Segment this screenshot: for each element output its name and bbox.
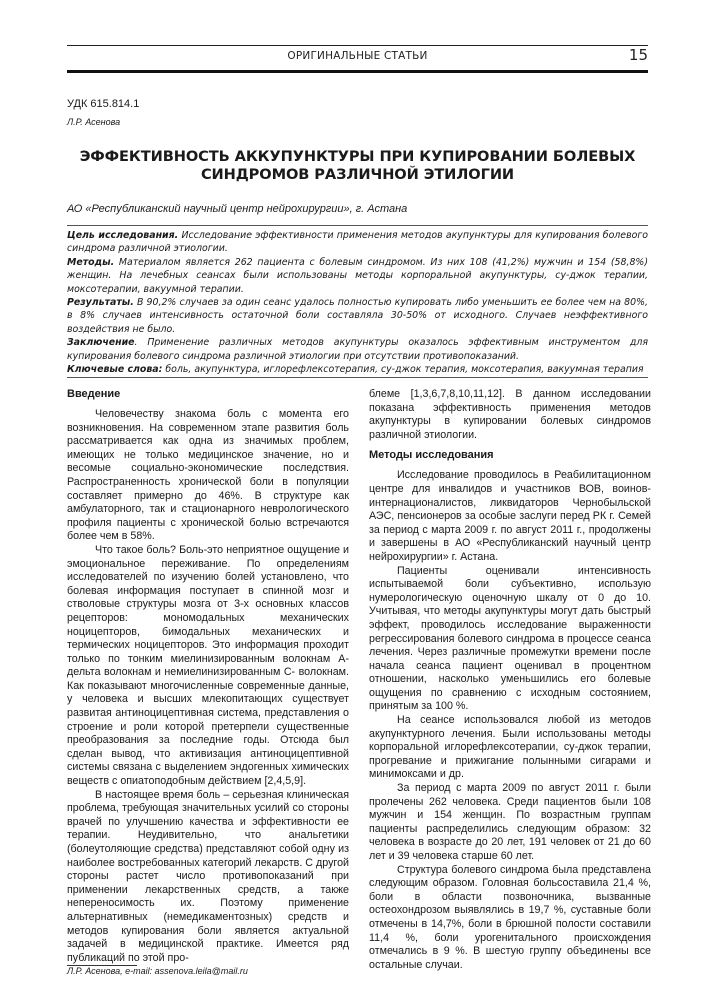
abstract-results bbox=[67, 296, 648, 336]
header-bottom-rule bbox=[67, 70, 648, 73]
abstract-conclusion-text: . Применение различных методов акупунктуры оказалось эффективным инструментом для купирования болевого синдрома различной этиологии при отсутствии противопоказаний. bbox=[67, 337, 648, 362]
abstract-aim-text: Исследование эффективности применения методов акупунктуры для купирования болевого синдрома различной этиологии. bbox=[67, 230, 648, 255]
author-footnote: Л.Р. Асенова, e-mail: assenova.leila@mail.ru bbox=[67, 966, 248, 976]
header-top-rule bbox=[67, 45, 648, 46]
page-number: 15 bbox=[628, 46, 648, 64]
abstract-bottom-rule bbox=[67, 377, 648, 378]
paragraph: В настоящее время боль – серьезная клиническая проблема, требующая значительных усилий со стороны врачей по улучшению качества и эффективности ее терапии. Неудивительно, что анальгетики (болеутоляющие средства) представляют собой одну из наиболее востребованных категорий лекарств. С другой стороны растет число противопоказаний при применении лекарственных средств, а также непереносимость их. Поэтому применение альтернативных (немедикаментозных) средств и методов купирования боли является актуальной задачей в медицинской практике. Имеется ряд публикаций по этой про- bbox=[67, 788, 349, 964]
abstract-results-text: В 90,2% случаев за один сеанс удалось полностью купировать либо уменьшить ее более чем на 80%, в 8% случаев интенсивность остаточной боли составляла 30-50% от исходного. Случаев неэффективного воздействия не было. bbox=[67, 297, 648, 335]
author-line: Л.Р. Асенова bbox=[67, 117, 121, 127]
paragraph: На сеансе использовался любой из методов акупунктурного лечения. Были использованы методы корпоральной иглорефлексотерапии, су-джок терапии, прогревание и прижигание полынными сигарами и минимоксами и др. bbox=[369, 714, 651, 781]
paragraph: За период с марта 2009 по август 2011 г. были пролечены 262 человека. Среди пациентов были 108 мужчин и 154 женщин. По возрастным группам пациенты распределились следующим образом: 32 человека в возрасте до 20 лет, 191 человек от 21 до 60 лет и 39 человека старше 60 лет. bbox=[369, 782, 651, 862]
abstract-methods-text: Материалом является 262 пациента с болевым синдромом. Из них 108 (41,2%) мужчин и 154 (58,8%) женщин. На лечебных сеансах были использованы методы корпоральной акупунктуры, су-джок терапии, моксотерапии, вакуумной терапии. bbox=[67, 256, 648, 295]
paragraph: Что такое боль? Боль-это неприятное ощущение и эмоциональное переживание. По определениям исследователей по изучению болей установлено, что болевая информация поступает в спинной мозг и стволовые структуры мозга от 3-х основных классов рецепторов: мономодальных механических ноцицепторов, бимодальных механических и термических ноцицепторов. Это информация проходит только по тонким миелинизированным волокнам А-дельта волокнам и немиелинизированным С- волокнам. Как показывают многочисленные современные данные, у человека и высших млекопитающих существует развитая антиноцицептивная система, представления о строение и роли которой претерпели существенные преобразования за последние годы. Отсюда был сделан вывод, что активизация антиноцицептивной системы связана с выделением эндогенных химических веществ с опиатоподобным действием [2,4,5,9]. bbox=[67, 543, 349, 788]
abstract-keywords-text: боль, акупунктура, иглорефлексотерапия, су-джок терапия, моксотерапия, вакуумная терапия bbox=[162, 364, 644, 376]
abstract-conclusion bbox=[67, 336, 648, 363]
journal-section: ОРИГИНАЛЬНЫЕ СТАТЬИ bbox=[287, 50, 428, 62]
abstract-keywords-label: Ключевые слова: bbox=[67, 364, 163, 376]
section-heading-introduction: Введение bbox=[67, 388, 121, 400]
left-column bbox=[67, 388, 349, 965]
abstract-aim-label: Цель исследования. bbox=[67, 230, 179, 241]
affiliation: АО «Республиканский научный центр нейрохирургии», г. Астана bbox=[67, 203, 408, 215]
udk-code: УДК 615.814.1 bbox=[67, 98, 140, 110]
right-column bbox=[369, 388, 651, 972]
abstract-keywords bbox=[67, 363, 648, 376]
paragraph: Исследование проводилось в Реабилитационном центре для инвалидов и участников ВОВ, воинов-интернационалистов, ликвидаторов Чернобыльской АЭС, пенсионеров за особые заслуги перед РК г. Семей за период с марта 2009 г. по август 2011 г., продолжены и завершены в АО «Республиканский научный центр нейрохирургии» г. Астана. bbox=[369, 469, 651, 563]
article-title: ЭФФЕКТИВНОСТЬ АККУПУНКТУРЫ ПРИ КУПИРОВАНИИ БОЛЕВЫХ СИНДРОМОВ РАЗЛИЧНОЙ ЭТИЛОГИИ bbox=[79, 148, 636, 183]
paragraph: Структура болевого синдрома была представлена следующим образом. Головная больсоставила 21,4 %, боли в области позвоночника, вызванные остеохондрозом выявлялись в 19,7 %, суставные боли отмечены в 14,7%, боли в брюшной полости составили 11,4 %, боли урогенитального происхождения отмечались в 9 %. В шестую группу объединены все остальные случаи. bbox=[369, 863, 651, 971]
abstract bbox=[67, 229, 648, 376]
section-heading-methods: Методы исследования bbox=[369, 449, 494, 462]
paragraph: Человечеству знакома боль с момента его возникновения. На современном этапе развития боль рассматривается как одна из значимых проблем, имеющих не только медицинское значение, но и весомые социально-экономические последствия. Распространенность хронической боли в популяции составляет примерно до 46%. В структуре как амбулаторного, так и стационарного неврологического профиля пациенты с хронической болью встречаются более чем в 58%. bbox=[67, 408, 349, 543]
paragraph-continuation: блеме [1,3,6,7,8,10,11,12]. В данном исследовании показана эффективность применения методов акупунктуры в купировании болевых синдромов различной этиологии. bbox=[369, 388, 651, 441]
abstract-conclusion-label: Заключение bbox=[67, 337, 135, 349]
abstract-methods bbox=[67, 256, 648, 296]
abstract-methods-label: Методы. bbox=[67, 256, 115, 268]
abstract-results-label: Результаты. bbox=[67, 297, 134, 309]
abstract-aim bbox=[67, 229, 648, 256]
abstract-top-rule bbox=[67, 225, 648, 226]
paragraph: Пациенты оценивали интенсивность испытываемой боли субъективно, использую нумерологическую оценочную шкалу от 0 до 10. Учитывая, что методы акупунктуры могут дать быстрый эффект, проводилось исследование выраженности регрессирования болевого синдрома в процессе сеанса лечения. Через различные промежутки времени после начала сеанса пациент оценивал в процентном отношении, насколько уменьшились его болевые ощущения по сравнению с исходным состоянием, принятым за 100 %. bbox=[369, 564, 651, 713]
